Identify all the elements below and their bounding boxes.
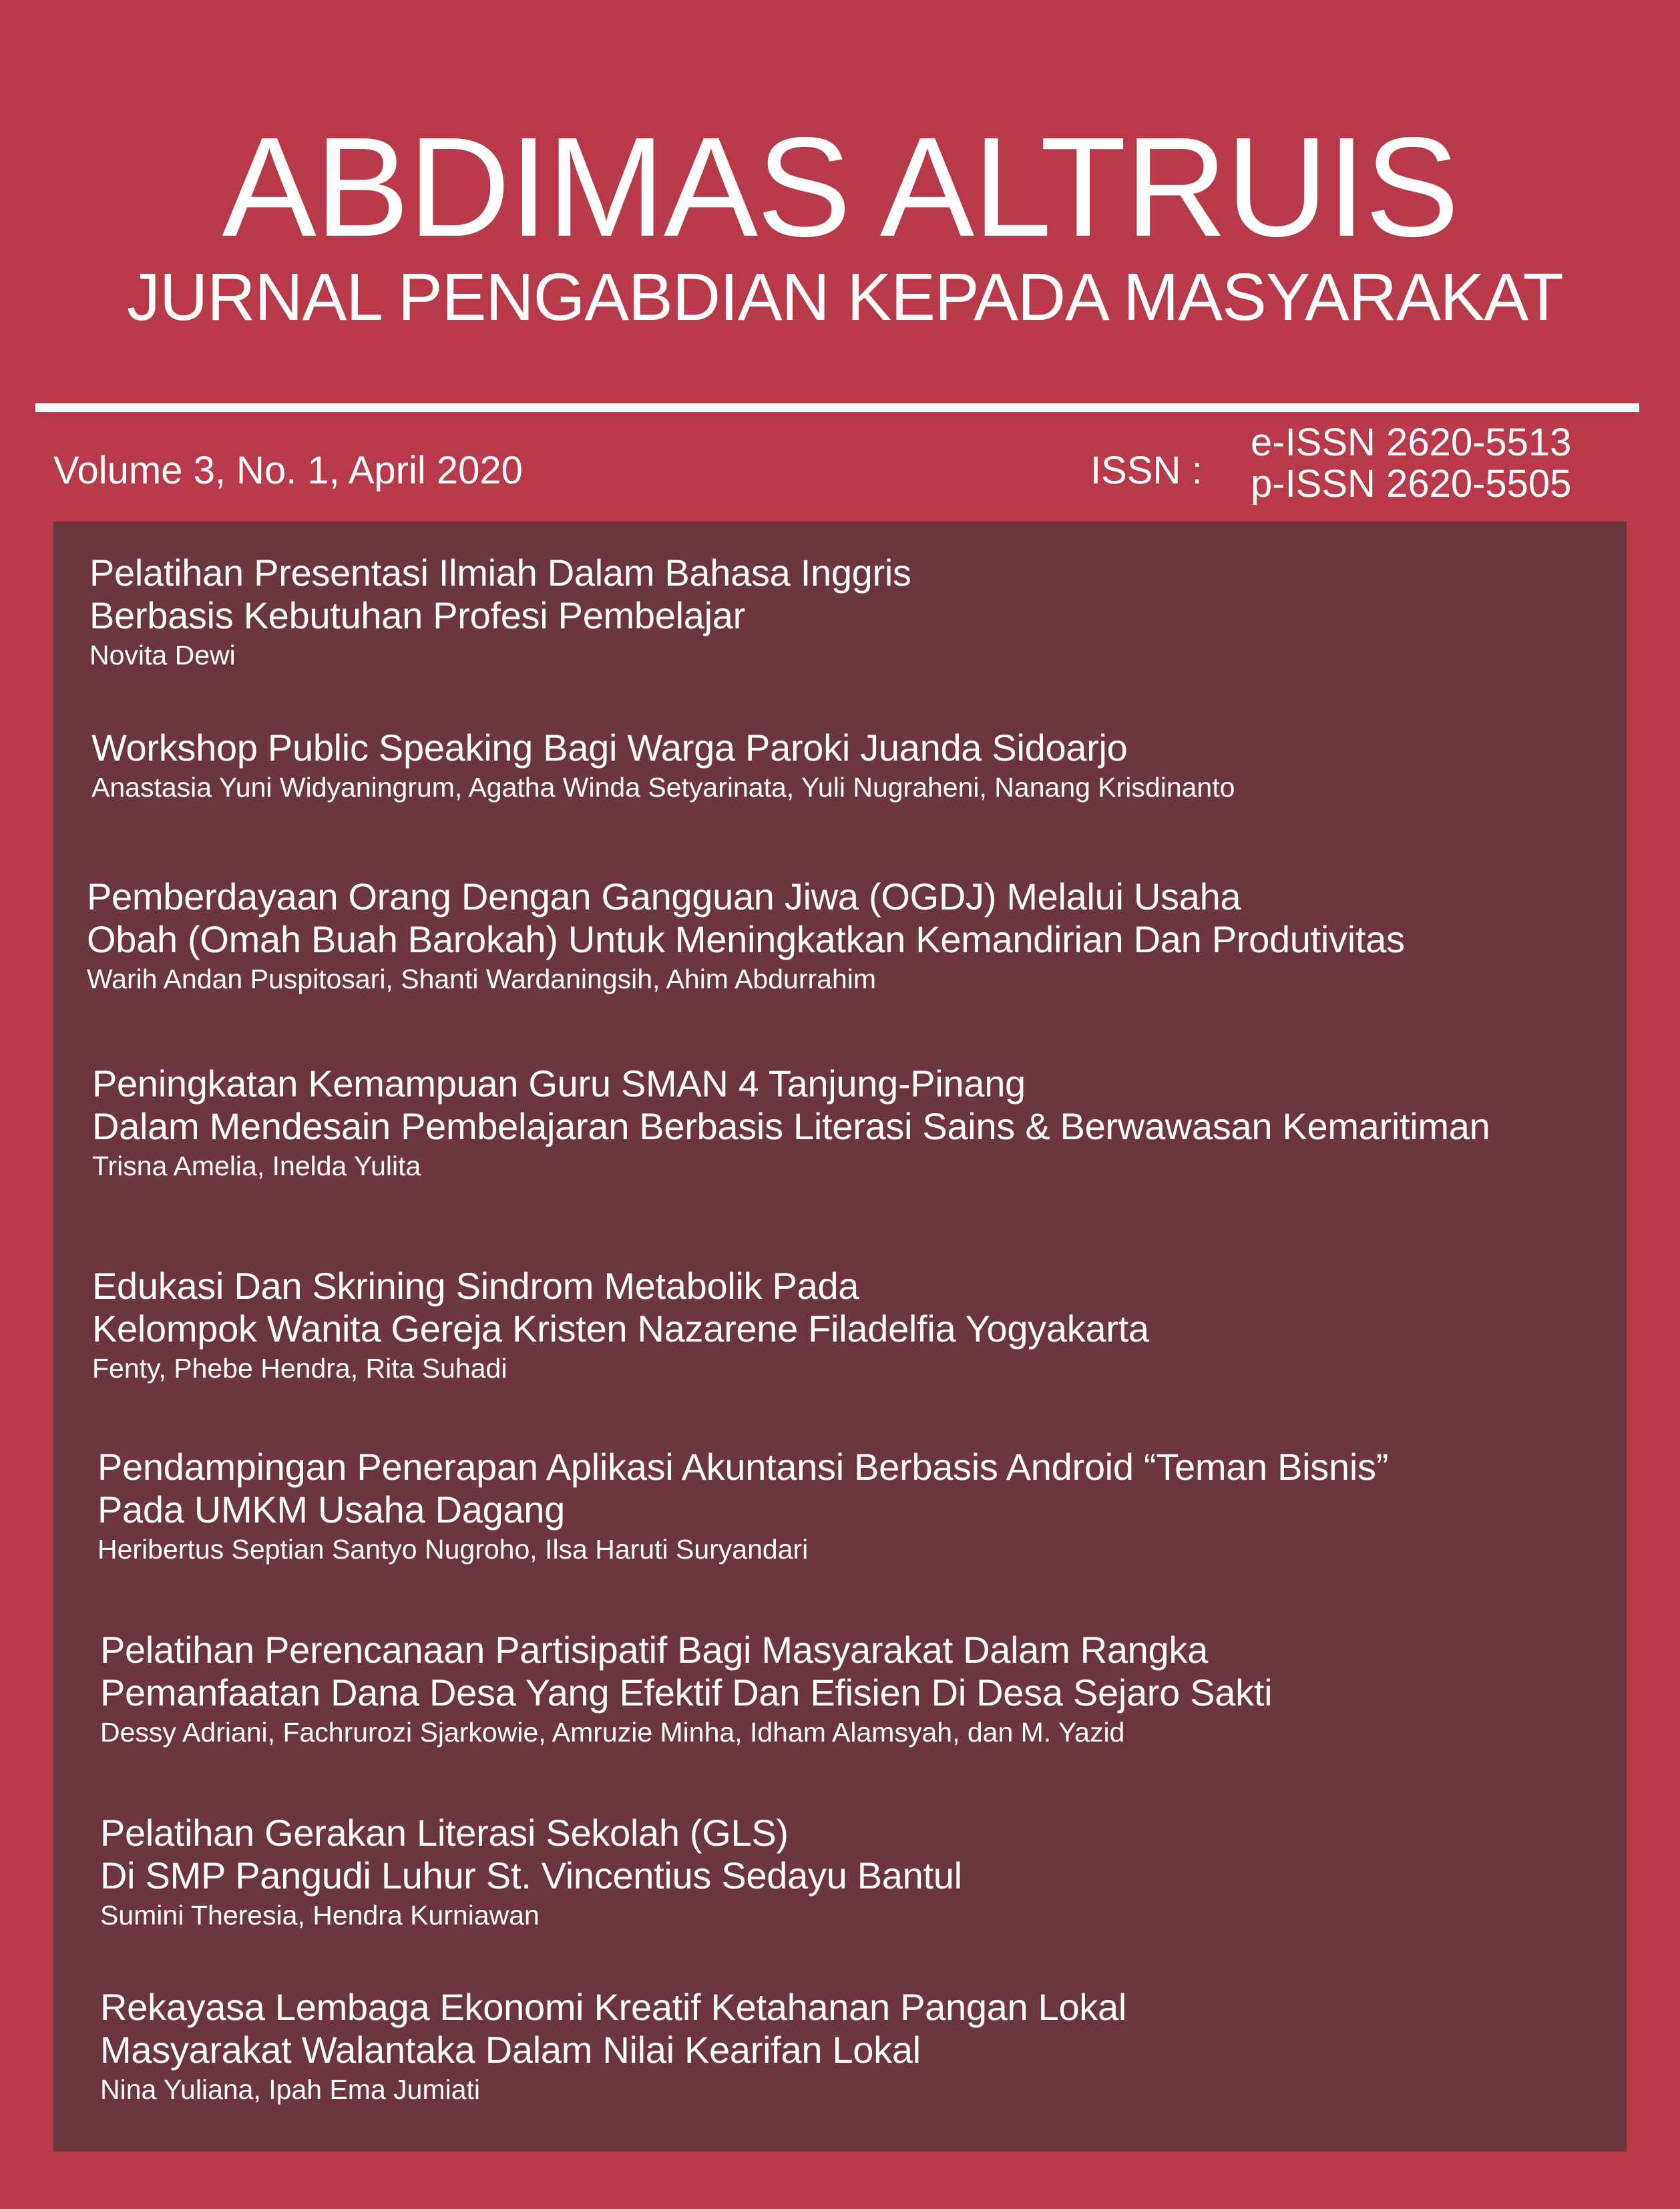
article-entry — [92, 1062, 1490, 1183]
p-issn: p-ISSN 2620-5505 — [1251, 462, 1572, 506]
article-authors: Warih Andan Puspitosari, Shanti Wardaningsih, Ahim Abdurrahim — [87, 964, 877, 994]
article-entry — [100, 1986, 1126, 2106]
article-title: Peningkatan Kemampuan Guru SMAN 4 Tanjung-Pinang Dalam Mendesain Pembelajaran Berbasis Literasi Sains & Berwawasan Kemaritiman — [92, 1062, 1490, 1147]
e-issn: e-ISSN 2620-5513 — [1251, 421, 1572, 464]
article-title: Pendampingan Penerapan Aplikasi Akuntansi Berbasis Android “Teman Bisnis” Pada UMKM Usaha Dagang — [97, 1446, 1389, 1531]
article-authors: Nina Yuliana, Ipah Ema Jumiati — [100, 2074, 481, 2105]
article-title: Rekayasa Lembaga Ekonomi Kreatif Ketahanan Pangan Lokal Masyarakat Walantaka Dalam Nilai Kearifan Lokal — [100, 1986, 1126, 2071]
article-entry — [89, 552, 911, 672]
article-entry — [91, 727, 1235, 804]
article-entry — [87, 875, 1405, 996]
article-authors: Novita Dewi — [89, 640, 236, 670]
article-title: Pemberdayaan Orang Dengan Gangguan Jiwa (OGDJ) Melalui Usaha Obah (Omah Buah Barokah) Untuk Meningkatkan Kemandirian Dan Produtivitas — [87, 875, 1405, 960]
article-title: Workshop Public Speaking Bagi Warga Paroki Juanda Sidoarjo — [91, 727, 1128, 769]
table-of-contents — [53, 522, 1627, 2152]
article-authors: Heribertus Septian Santyo Nugroho, Ilsa Haruti Suryandari — [97, 1534, 809, 1565]
article-entry — [92, 1265, 1149, 1385]
journal-title: ABDIMAS ALTRUIS — [222, 108, 1458, 266]
journal-subtitle: JURNAL PENGABDIAN KEPADA MASYARAKAT — [127, 260, 1563, 335]
article-title: Pelatihan Gerakan Literasi Sekolah (GLS) Di SMP Pangudi Luhur St. Vincentius Sedayu Bantul — [100, 1812, 962, 1896]
issn-label: ISSN : — [1090, 449, 1203, 492]
article-title: Pelatihan Perencanaan Partisipatif Bagi Masyarakat Dalam Rangka Pemanfaatan Dana Desa Yang Efektif Dan Efisien Di Desa Sejaro Sakti — [100, 1629, 1273, 1714]
article-entry — [100, 1629, 1272, 1749]
article-entry — [100, 1812, 962, 1932]
article-authors: Dessy Adriani, Fachrurozi Sjarkowie, Amruzie Minha, Idham Alamsyah, dan M. Yazid — [100, 1717, 1125, 1748]
article-entry — [97, 1446, 1388, 1566]
article-title: Pelatihan Presentasi Ilmiah Dalam Bahasa Inggris Berbasis Kebutuhan Profesi Pembelajar — [89, 552, 911, 636]
issue-volume: Volume 3, No. 1, April 2020 — [53, 449, 523, 492]
issn-numbers — [1251, 422, 1571, 505]
article-authors: Sumini Theresia, Hendra Kurniawan — [100, 1900, 540, 1931]
article-authors: Trisna Amelia, Inelda Yulita — [92, 1151, 421, 1181]
article-authors: Fenty, Phebe Hendra, Rita Suhadi — [92, 1353, 507, 1384]
header-divider — [35, 403, 1639, 412]
article-authors: Anastasia Yuni Widyaningrum, Agatha Winda Setyarinata, Yuli Nugraheni, Nanang Krisdinanto — [91, 772, 1235, 803]
article-title: Edukasi Dan Skrining Sindrom Metabolik Pada Kelompok Wanita Gereja Kristen Nazarene Filadelfia Yogyakarta — [92, 1265, 1149, 1350]
